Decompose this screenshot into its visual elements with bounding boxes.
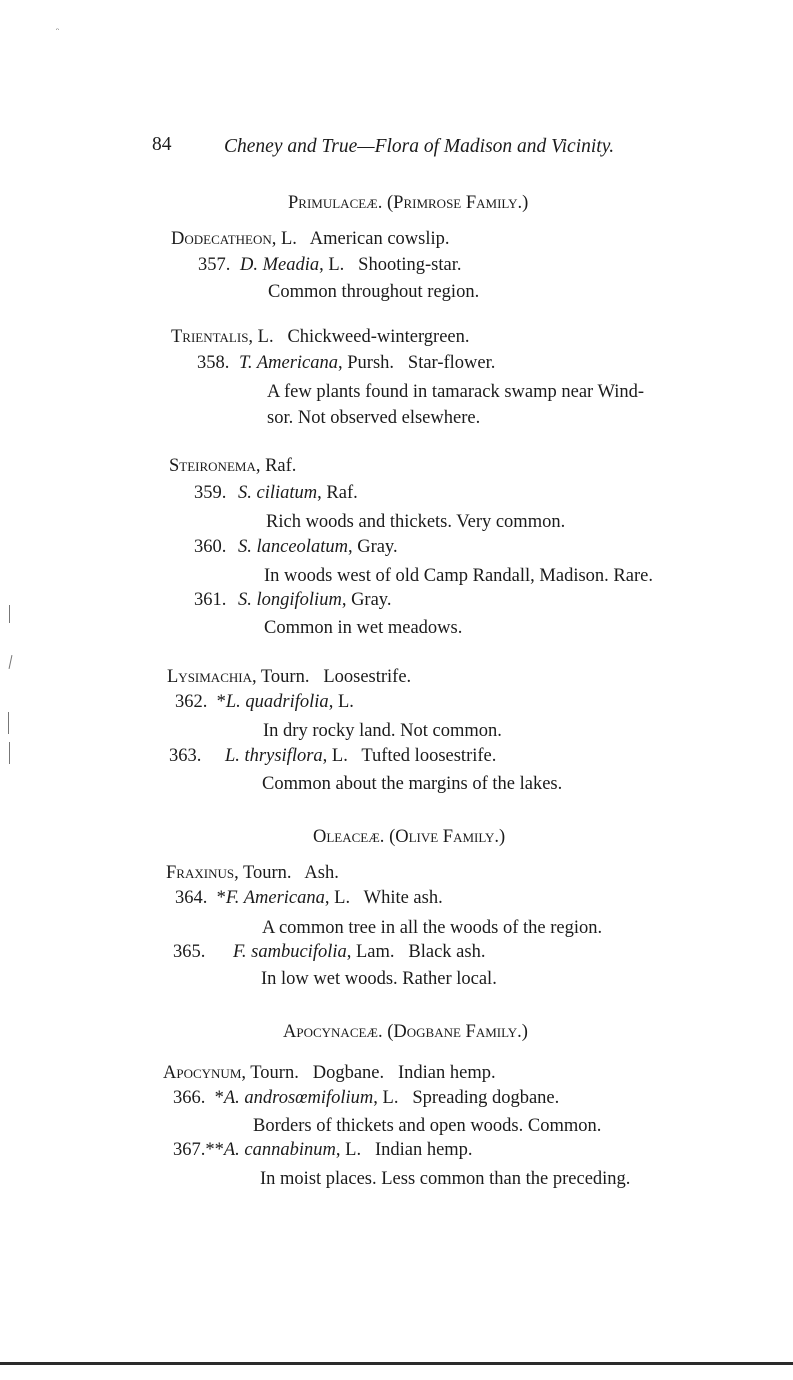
genus-authority: , L. Chickweed-wintergreen. (248, 327, 470, 347)
family-common: (Primrose Family.) (387, 193, 529, 213)
genus-name: Apocynum (163, 1063, 242, 1083)
species-note: A few plants found in tamarack swamp near Wind- (267, 382, 645, 402)
genus-authority: , L. American cowslip. (271, 229, 450, 249)
species-entry (197, 352, 495, 374)
species-number: 366. * (173, 1088, 224, 1108)
species-authority: , L. (328, 692, 354, 712)
species-authority: , Pursh. Star-flower. (338, 353, 496, 373)
family-heading (283, 1021, 528, 1043)
species-name: T. Americana (239, 353, 339, 373)
species-name: S. longifolium (238, 590, 342, 610)
species-name: S. ciliatum (238, 483, 318, 503)
species-authority: , Lam. Black ash. (346, 942, 486, 962)
genus-name: Steironema (169, 456, 256, 476)
species-number: 363. (169, 746, 202, 766)
family-common: (Olive Family.) (389, 827, 506, 847)
species-entry (173, 1139, 473, 1161)
species-authority: , L. Spreading dogbane. (373, 1088, 560, 1108)
species-note: Common about the margins of the lakes. (262, 774, 563, 794)
species-authority: , L. Indian hemp. (335, 1140, 473, 1160)
species-authority: , Gray. (347, 537, 398, 557)
species-name: A. androsœmifolium (223, 1088, 374, 1108)
scan-mark (9, 742, 10, 764)
species-name: F. Americana (225, 888, 325, 908)
species-note: Common in wet meadows. (264, 618, 463, 638)
genus-authority: , Tourn. Dogbane. Indian hemp. (241, 1063, 496, 1083)
scan-mark (9, 605, 10, 623)
genus-authority: , Tourn. Ash. (234, 863, 339, 883)
species-name: F. sambucifolia (233, 942, 347, 962)
species-entry (198, 254, 461, 276)
genus-authority: , Raf. (255, 456, 297, 476)
species-entry (169, 745, 496, 767)
species-name: L. thrysiflora (225, 746, 323, 766)
species-authority: , L. Tufted loosestrife. (322, 746, 497, 766)
genus-name: Dodecatheon (171, 229, 272, 249)
species-entry (173, 941, 485, 963)
genus-name: Fraxinus (166, 863, 235, 883)
species-authority: , Raf. (317, 483, 358, 503)
genus-name: Lysimachia (167, 667, 252, 687)
family-name: Apocynaceæ. (283, 1022, 383, 1042)
species-authority: , Gray. (341, 590, 392, 610)
species-name: L. quadrifolia (225, 692, 329, 712)
species-authority: , L. Shooting-star. (319, 255, 462, 275)
scan-mark (9, 655, 13, 669)
species-number: 357. (198, 255, 231, 275)
species-number: 359. (194, 483, 227, 503)
species-entry (194, 482, 358, 504)
species-note: A common tree in all the woods of the region. (262, 918, 603, 938)
genus-entry (166, 862, 339, 884)
species-entry (173, 1087, 559, 1109)
species-note: sor. Not observed elsewhere. (267, 408, 481, 428)
species-entry (194, 536, 398, 558)
species-number: 361. (194, 590, 227, 610)
family-heading (288, 192, 528, 214)
species-note: In low wet woods. Rather local. (261, 969, 497, 989)
page-number: 84 (152, 134, 172, 155)
species-number: 358. (197, 353, 230, 373)
family-name: Oleaceæ. (313, 827, 385, 847)
corner-mark: ᵔ (56, 26, 59, 37)
species-entry (175, 691, 354, 713)
species-number: 364. * (175, 888, 226, 908)
species-entry (194, 589, 391, 611)
genus-authority: , Tourn. Loosestrife. (251, 667, 412, 687)
running-title: Cheney and True—Flora of Madison and Vicinity. (224, 136, 615, 157)
family-name: Primulaceæ. (288, 193, 383, 213)
species-note: Rich woods and thickets. Very common. (266, 512, 566, 532)
species-name: A. cannabinum (223, 1140, 336, 1160)
species-note: Borders of thickets and open woods. Common. (253, 1116, 602, 1136)
family-common: (Dogbane Family.) (387, 1022, 528, 1042)
scan-mark (8, 712, 9, 734)
species-note: In dry rocky land. Not common. (263, 721, 502, 741)
species-authority: , L. White ash. (324, 888, 443, 908)
species-note: Common throughout region. (268, 282, 480, 302)
species-entry (175, 887, 443, 909)
species-number: 367.** (173, 1140, 224, 1160)
genus-entry (163, 1062, 496, 1084)
genus-entry (171, 228, 450, 250)
species-number: 360. (194, 537, 227, 557)
species-note: In moist places. Less common than the preceding. (260, 1169, 631, 1189)
genus-entry (167, 666, 411, 688)
genus-entry (169, 455, 296, 477)
species-number: 362. * (175, 692, 226, 712)
genus-name: Trientalis (171, 327, 249, 347)
family-heading (313, 826, 505, 848)
species-name: D. Meadia (240, 255, 320, 275)
species-note: In woods west of old Camp Randall, Madison. Rare. (264, 566, 653, 586)
bottom-edge-rule (0, 1362, 793, 1365)
species-name: S. lanceolatum (238, 537, 348, 557)
genus-entry (171, 326, 470, 348)
species-number: 365. (173, 942, 206, 962)
